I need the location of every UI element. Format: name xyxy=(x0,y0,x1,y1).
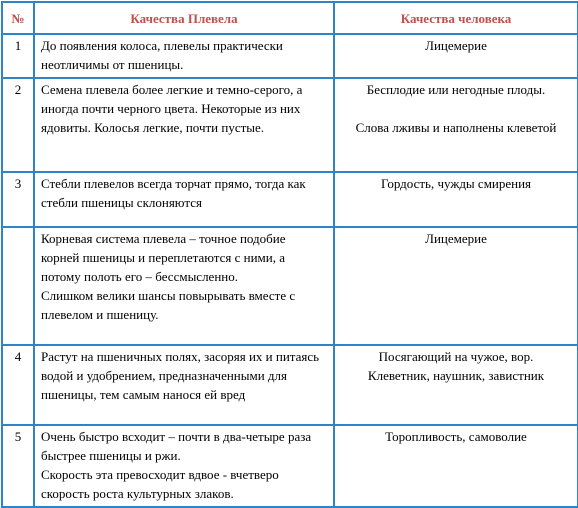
weed-quality-text: Растут на пшеничных полях, засоряя их и питаясь водой и удобрением, предназначенными для пшеницы, тем самым нанося ей вред xyxy=(41,349,320,402)
human-quality-cell xyxy=(334,34,578,78)
weed-quality-cell xyxy=(34,345,334,425)
row-number: 2 xyxy=(2,78,34,172)
human-quality-text: Лицемерие xyxy=(425,231,487,246)
header-weed-qualities: Качества Плевела xyxy=(34,2,334,34)
weed-quality-cell xyxy=(34,425,334,507)
table-row xyxy=(2,425,578,507)
table-row xyxy=(2,78,578,172)
human-quality-text: Бесплодие или негодные плоды. xyxy=(366,82,546,97)
weed-quality-cell xyxy=(34,34,334,78)
human-quality-text: Лицемерие xyxy=(425,38,487,53)
weed-quality-cell xyxy=(34,227,334,345)
row-number: 1 xyxy=(2,34,34,78)
weed-quality-cell xyxy=(34,172,334,227)
row-number xyxy=(2,227,34,345)
weed-quality-text: Очень быстро всходит – почти в два-четыре раза быстрее пшеницы и ржи. xyxy=(41,429,312,463)
table-row xyxy=(2,345,578,425)
header-human-qualities: Качества человека xyxy=(334,2,578,34)
human-quality-cell xyxy=(334,425,578,507)
header-row xyxy=(2,2,578,34)
weed-quality-text: Семена плевела более легкие и темно-серого, а иногда почти черного цвета. Некоторые из них ядовиты. Колосья легкие, почти пустые. xyxy=(41,82,303,135)
human-quality-cell xyxy=(334,78,578,172)
human-quality-text: Гордость, чужды смирения xyxy=(380,176,532,191)
human-quality-text: Слова лживы и наполнены клеветой xyxy=(355,120,557,135)
row-number: 3 xyxy=(2,172,34,227)
table-row xyxy=(2,34,578,78)
comparison-table xyxy=(1,1,578,508)
weed-quality-text: Корневая система плевела – точное подобие корней пшеницы и переплетаются с ними, а потому полоть его – бессмысленно. xyxy=(41,231,286,284)
header-num: № xyxy=(2,2,34,34)
table-row xyxy=(2,172,578,227)
table-row xyxy=(2,227,578,345)
human-quality-text: Торопливость, самоволие xyxy=(385,429,527,444)
human-quality-text: Посягающий на чужое, вор. xyxy=(378,349,534,364)
weed-quality-text: Слишком велики шансы повырывать вместе с плевелом и пшеницу. xyxy=(41,288,296,322)
human-quality-cell xyxy=(334,172,578,227)
weed-quality-text: Скорость эта превосходит вдвое - вчетверо скорость роста культурных злаков. xyxy=(41,467,279,501)
human-quality-text: Клеветник, наушник, завистник xyxy=(367,368,545,383)
human-quality-cell xyxy=(334,345,578,425)
weed-quality-text: До появления колоса, плевелы практически неотличимы от пшеницы. xyxy=(41,38,283,72)
row-number: 5 xyxy=(2,425,34,507)
row-number: 4 xyxy=(2,345,34,425)
weed-quality-text: Стебли плевелов всегда торчат прямо, тогда как стебли пшеницы склоняются xyxy=(41,176,306,210)
human-quality-cell xyxy=(334,227,578,345)
weed-quality-cell xyxy=(34,78,334,172)
